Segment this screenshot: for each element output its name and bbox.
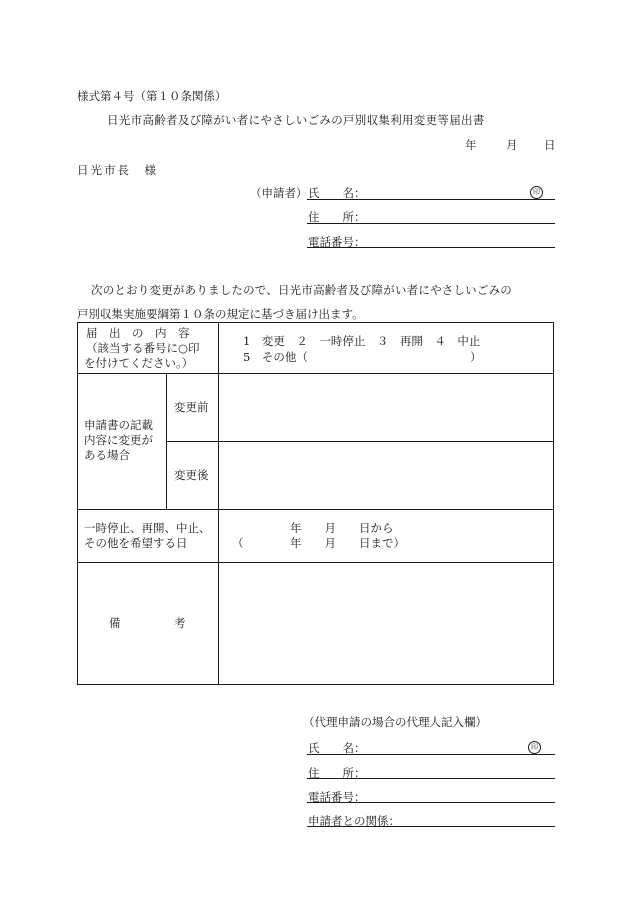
agent-phone-label: 電話番号： xyxy=(308,790,366,804)
statement-line-2: 戸別収集実施要綱第１０条の規定に基づき届け出ます。 xyxy=(77,307,364,321)
applicant-name-label: 氏 名： xyxy=(308,186,366,200)
agent-name-field[interactable] xyxy=(307,754,555,755)
after-change-label: 変更後 xyxy=(174,468,209,482)
table-rule xyxy=(78,509,553,510)
applicant-phone-field[interactable] xyxy=(307,247,555,248)
agent-relation-field[interactable] xyxy=(307,826,555,827)
applicant-name-field[interactable] xyxy=(307,199,555,200)
table-rule xyxy=(166,373,167,509)
form-number: 様式第４号（第１０条関係） xyxy=(77,89,227,103)
applicant-address-label: 住 所： xyxy=(308,210,366,224)
period-from[interactable]: 年 月 日から xyxy=(290,521,394,535)
agent-heading: （代理申請の場合の代理人記入欄） xyxy=(303,715,487,729)
applicant-address-field[interactable] xyxy=(307,223,555,224)
date-day: 日 xyxy=(544,138,556,152)
remarks-label-2: 考 xyxy=(174,616,186,630)
other-option[interactable]: 5 その他（ xyxy=(243,350,308,364)
row3-label-line2: その他を希望する日 xyxy=(84,536,188,550)
date-year: 年 xyxy=(465,138,477,152)
form-title: 日光市高齢者及び障がい者にやさしいごみの戸別収集利用変更等届出書 xyxy=(107,113,485,127)
applicant-label: （申請者） xyxy=(250,186,308,200)
row2-label-line3: ある場合 xyxy=(84,448,130,462)
remarks-label-1: 備 xyxy=(109,616,121,630)
row1-label-line1: 届 出 の 内 容 xyxy=(86,326,190,340)
applicant-phone-label: 電話番号： xyxy=(308,235,366,249)
row3-label-line1: 一時停止、再開、中止、 xyxy=(84,521,211,535)
after-change-field[interactable] xyxy=(219,442,553,509)
period-to-open: （ xyxy=(232,536,244,550)
period-to[interactable]: 年 月 日まで） xyxy=(290,536,405,550)
agent-address-label: 住 所： xyxy=(308,766,366,780)
agent-address-field[interactable] xyxy=(307,778,555,779)
agent-name-label: 氏 名： xyxy=(308,741,366,755)
agent-relation-label: 申請者との関係： xyxy=(308,814,400,828)
agent-phone-field[interactable] xyxy=(307,802,555,803)
row2-label-line1: 申請書の記載 xyxy=(84,418,153,432)
remarks-field[interactable] xyxy=(219,563,553,684)
before-change-field[interactable] xyxy=(219,374,553,441)
date-month: 月 xyxy=(506,138,518,152)
agent-seal-icon: 印 xyxy=(528,741,541,754)
row2-label-line2: 内容に変更が xyxy=(84,433,153,447)
statement-line-1: 次のとおり変更がありましたので、日光市高齢者及び障がい者にやさしいごみの xyxy=(91,283,512,297)
row1-label-line2: （該当する番号に○印 xyxy=(86,341,200,355)
before-change-label: 変更前 xyxy=(174,400,209,414)
applicant-seal-icon: 印 xyxy=(530,186,543,199)
notification-table xyxy=(77,322,554,685)
row1-label-line3: を付けてください。） xyxy=(84,356,194,370)
addressee: 日光市長 様 xyxy=(77,163,158,177)
other-option-close: ） xyxy=(470,350,482,364)
notification-options[interactable]: 1 変更 ２ 一時停止 ３ 再開 ４ 中止 xyxy=(243,334,481,348)
